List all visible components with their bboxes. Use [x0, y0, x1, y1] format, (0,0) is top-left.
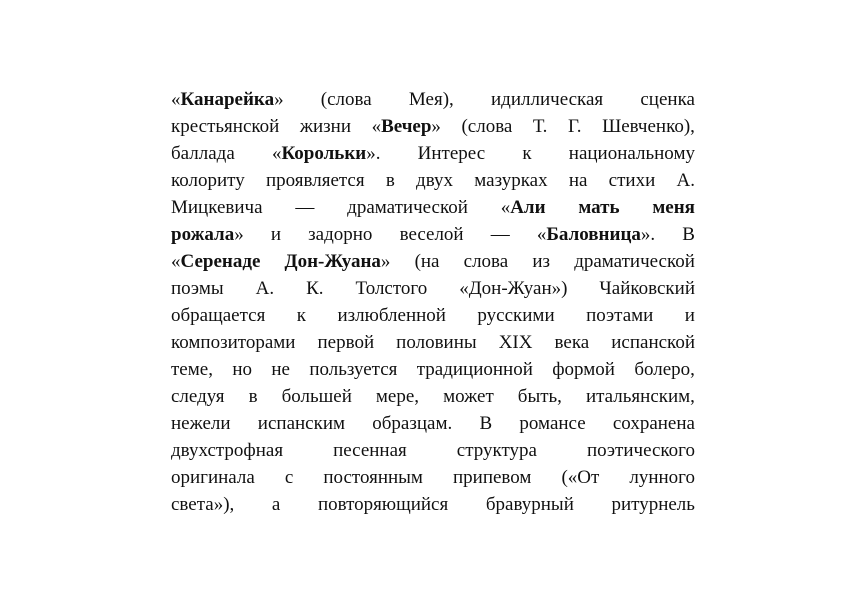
text-segment: »: [234, 224, 244, 245]
word: [586, 383, 695, 410]
text-segment: колориту: [171, 170, 245, 191]
text-line: [171, 248, 695, 275]
word: [308, 221, 372, 248]
text-segment: XIX: [498, 332, 533, 353]
word: [272, 140, 381, 167]
text-segment: к: [522, 143, 532, 164]
word: [321, 86, 372, 113]
text-segment: может: [443, 386, 494, 407]
word: [171, 113, 279, 140]
word: [258, 410, 345, 437]
word: [486, 491, 574, 518]
text-segment: бравурный: [485, 494, 574, 515]
text-segment: »: [274, 89, 284, 110]
word: [356, 275, 428, 302]
text-line: [171, 437, 695, 464]
word: [501, 194, 546, 221]
text-segment: Интерес: [417, 143, 486, 164]
text-segment: —: [295, 197, 315, 218]
text-line: [171, 410, 695, 437]
text-line: [171, 167, 695, 194]
word: [640, 86, 695, 113]
text-line: [171, 329, 695, 356]
word: [337, 302, 445, 329]
bold-title: Дон-Жуана: [284, 251, 381, 272]
text-segment: быть,: [517, 386, 562, 407]
word: [491, 86, 603, 113]
word: [574, 248, 695, 275]
text-segment: ».: [640, 224, 656, 245]
text-segment: формой: [552, 359, 615, 380]
text-line: [171, 464, 695, 491]
word: [318, 491, 448, 518]
word: [171, 140, 235, 167]
word: [479, 410, 492, 437]
text-line: [171, 302, 695, 329]
text-segment: »: [380, 251, 391, 272]
text-segment: оригинала: [171, 467, 255, 488]
word: [464, 248, 509, 275]
text-segment: стихи: [608, 170, 656, 191]
text-segment: образцам.: [372, 413, 453, 434]
text-segment: драматической: [347, 197, 468, 218]
word: [266, 167, 365, 194]
bold-title: Корольки: [281, 143, 367, 164]
word: [569, 140, 695, 167]
word: [578, 194, 619, 221]
word: [459, 275, 567, 302]
text-segment: драматической: [574, 251, 695, 272]
text-segment: мазурках: [474, 170, 548, 191]
text-line: [171, 194, 695, 221]
text-segment: А.: [676, 170, 695, 191]
word: [386, 167, 395, 194]
word: [171, 302, 265, 329]
word: [613, 410, 695, 437]
word: [415, 248, 440, 275]
text-segment: в: [385, 170, 395, 191]
text-segment: света»),: [171, 494, 235, 515]
word: [372, 410, 452, 437]
text-segment: следуя: [171, 386, 225, 407]
word: [306, 275, 323, 302]
word: [518, 383, 562, 410]
word: [272, 491, 280, 518]
word: [171, 356, 213, 383]
text-segment: и: [270, 224, 282, 245]
text-segment: Шевченко),: [602, 116, 695, 137]
text-segment: (слова: [461, 116, 513, 137]
text-segment: (на: [414, 251, 440, 272]
word: [409, 86, 454, 113]
word: [599, 275, 695, 302]
text-segment: Мея),: [408, 89, 454, 110]
word: [171, 491, 234, 518]
text-segment: веселой: [399, 224, 464, 245]
word: [171, 248, 260, 275]
text-segment: теме,: [171, 359, 213, 380]
word: [453, 464, 531, 491]
text-segment: из: [532, 251, 551, 272]
word: [555, 329, 590, 356]
bold-title: Али: [510, 197, 546, 218]
word: [282, 383, 352, 410]
text-segment: »: [431, 116, 441, 137]
text-segment: Толстого: [355, 278, 428, 299]
text-segment: повторяющийся: [317, 494, 449, 515]
text-line: [171, 221, 695, 248]
bold-title: Баловница: [546, 224, 641, 245]
word: [271, 356, 290, 383]
word: [461, 113, 512, 140]
text-segment: («От: [561, 467, 600, 488]
word: [568, 113, 582, 140]
text-segment: русскими: [477, 305, 555, 326]
text-segment: двух: [416, 170, 454, 191]
body-text: [171, 86, 695, 518]
text-segment: в: [248, 386, 258, 407]
text-segment: Мицкевича: [171, 197, 263, 218]
text-segment: лунного: [629, 467, 695, 488]
text-segment: «: [171, 251, 181, 272]
text-segment: постоянным: [323, 467, 423, 488]
text-segment: А.: [255, 278, 275, 299]
text-line: [171, 356, 695, 383]
word: [587, 437, 695, 464]
text-segment: сохранена: [612, 413, 695, 434]
text-segment: композиторами: [171, 332, 296, 353]
text-segment: болеро,: [634, 359, 695, 380]
word: [491, 221, 510, 248]
word: [396, 329, 476, 356]
word: [417, 356, 533, 383]
word: [376, 383, 419, 410]
word: [676, 167, 694, 194]
word: [400, 221, 464, 248]
text-segment: ».: [366, 143, 381, 164]
word: [171, 167, 245, 194]
word: [271, 221, 281, 248]
word: [629, 464, 695, 491]
text-segment: структура: [456, 440, 537, 461]
word: [474, 167, 547, 194]
word: [171, 329, 295, 356]
word: [611, 491, 694, 518]
text-segment: с: [284, 467, 294, 488]
word: [634, 356, 695, 383]
bold-title: Серенаде: [180, 251, 261, 272]
word: [171, 275, 224, 302]
word: [685, 302, 695, 329]
text-segment: века: [554, 332, 590, 353]
text-segment: баллада: [171, 143, 235, 164]
word: [522, 140, 531, 167]
text-segment: пользуется: [309, 359, 398, 380]
word: [416, 167, 453, 194]
word: [171, 86, 284, 113]
text-segment: «Дон-Жуан»): [459, 278, 568, 299]
word: [552, 356, 615, 383]
text-line: [171, 491, 695, 518]
text-segment: первой: [317, 332, 375, 353]
bold-title: меня: [652, 197, 695, 218]
word: [171, 383, 225, 410]
bold-title: рожала: [171, 224, 235, 245]
text-segment: идиллическая: [491, 89, 604, 110]
text-line: [171, 140, 695, 167]
text-segment: Чайковский: [599, 278, 695, 299]
word: [537, 221, 655, 248]
word: [333, 437, 407, 464]
text-segment: не: [271, 359, 290, 380]
text-line: [171, 275, 695, 302]
word: [609, 167, 656, 194]
word: [652, 194, 695, 221]
word: [611, 329, 695, 356]
word: [519, 410, 585, 437]
word: [532, 248, 550, 275]
word: [232, 356, 252, 383]
word: [499, 329, 533, 356]
text-segment: двухстрофная: [171, 440, 284, 461]
text-segment: половины: [396, 332, 477, 353]
text-segment: традиционной: [416, 359, 533, 380]
text-segment: романсе: [519, 413, 586, 434]
text-segment: В: [479, 413, 493, 434]
text-segment: проявляется: [265, 170, 365, 191]
word: [309, 356, 397, 383]
word: [602, 113, 695, 140]
text-segment: национальному: [568, 143, 695, 164]
text-segment: испанским: [257, 413, 346, 434]
bold-title: Канарейка: [180, 89, 275, 110]
word: [171, 464, 255, 491]
text-segment: «: [371, 116, 382, 137]
text-segment: итальянским,: [585, 386, 695, 407]
word: [285, 248, 391, 275]
text-segment: поэтами: [586, 305, 654, 326]
text-line: [171, 113, 695, 140]
text-segment: жизни: [299, 116, 352, 137]
word: [533, 113, 547, 140]
text-segment: сценка: [640, 89, 695, 110]
text-segment: (слова: [320, 89, 372, 110]
text-segment: к: [296, 305, 307, 326]
text-segment: песенная: [333, 440, 407, 461]
word: [171, 194, 263, 221]
text-segment: «: [171, 89, 181, 110]
text-segment: а: [271, 494, 281, 515]
word: [295, 194, 314, 221]
word: [477, 302, 554, 329]
word: [323, 464, 423, 491]
text-segment: ритурнель: [611, 494, 695, 515]
text-segment: нежели: [171, 413, 231, 434]
word: [586, 302, 653, 329]
text-line: [171, 383, 695, 410]
text-segment: К.: [306, 278, 324, 299]
text-segment: испанской: [611, 332, 695, 353]
word: [171, 221, 244, 248]
text-segment: излюбленной: [337, 305, 446, 326]
text-line: [171, 86, 695, 113]
word: [372, 113, 441, 140]
text-segment: крестьянской: [171, 116, 280, 137]
word: [256, 275, 274, 302]
bold-title: мать: [578, 197, 620, 218]
word: [561, 464, 599, 491]
word: [457, 437, 537, 464]
text-segment: «: [536, 224, 547, 245]
text-segment: В: [682, 224, 695, 245]
text-segment: обращается: [171, 305, 266, 326]
text-segment: «: [500, 197, 511, 218]
text-segment: припевом: [452, 467, 532, 488]
text-segment: задорно: [308, 224, 373, 245]
text-segment: мере,: [375, 386, 420, 407]
word: [347, 194, 468, 221]
word: [443, 383, 494, 410]
text-segment: поэмы: [171, 278, 224, 299]
text-segment: на: [568, 170, 588, 191]
word: [297, 302, 306, 329]
text-segment: поэтического: [586, 440, 695, 461]
word: [171, 410, 231, 437]
word: [285, 464, 293, 491]
text-segment: Т.: [532, 116, 548, 137]
bold-title: Вечер: [381, 116, 432, 137]
word: [569, 167, 588, 194]
word: [300, 113, 351, 140]
text-segment: но: [232, 359, 252, 380]
text-segment: —: [490, 224, 510, 245]
word: [171, 437, 283, 464]
text-segment: и: [684, 305, 695, 326]
text-segment: слова: [463, 251, 509, 272]
text-segment: большей: [281, 386, 352, 407]
word: [682, 221, 695, 248]
word: [318, 329, 375, 356]
word: [418, 140, 485, 167]
text-segment: Г.: [567, 116, 582, 137]
word: [249, 383, 258, 410]
text-segment: «: [271, 143, 282, 164]
